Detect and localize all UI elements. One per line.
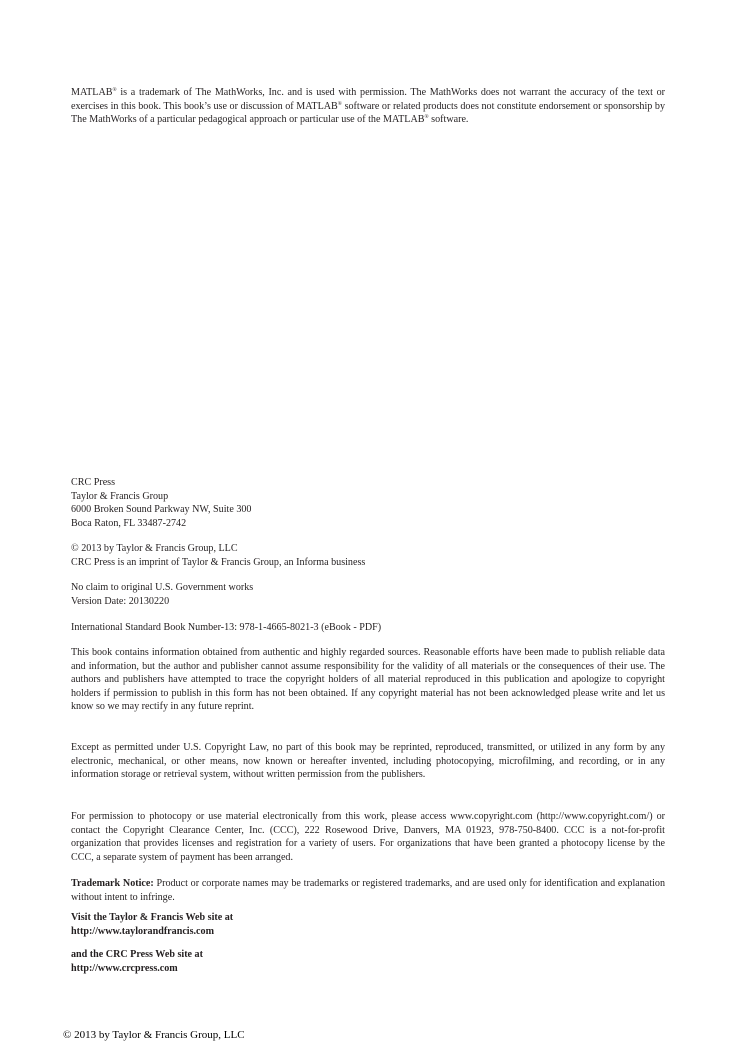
matlab-text-1: MATLAB [71, 87, 113, 98]
crc-website-link[interactable]: http://www.crcpress.com [71, 962, 178, 974]
publisher-line: CRC Press [71, 477, 116, 488]
trademark-label: Trademark Notice: [71, 878, 154, 889]
page-footer: © 2013 by Taylor & Francis Group, LLC [63, 1029, 245, 1041]
registered-mark: ® [112, 87, 117, 93]
matlab-trademark-notice [71, 86, 665, 127]
tf-website-label: Visit the Taylor & Francis Web site at [71, 912, 234, 923]
publisher-line: 6000 Broken Sound Parkway NW, Suite 300 [71, 504, 252, 516]
registered-mark: ® [337, 100, 342, 107]
crc-website-label: and the CRC Press Web site at [71, 949, 203, 960]
copyright-statement [71, 542, 665, 569]
matlab-text-3: software or related products does not constitute endorsement or sponsorship by The MathWorks of a particular pedagogical approach or particular use of the MATLAB [71, 100, 665, 126]
matlab-text-2: is a trademark of The MathWorks, Inc. and is used with permission. The MathWorks does not warrant the accuracy of the text or exercises in this book. This book’s use or discussion of MATLAB [71, 87, 665, 112]
copyright-line: © 2013 by Taylor & Francis Group, LLC [71, 543, 238, 554]
government-works [71, 581, 665, 608]
isbn: International Standard Book Number-13: 978-1-4665-8021-3 (eBook - PDF) [71, 622, 382, 633]
government-line: No claim to original U.S. Government works [71, 582, 254, 593]
publisher-line: Boca Raton, FL 33487-2742 [71, 517, 187, 529]
registered-mark: ® [424, 114, 429, 121]
publisher-line: Taylor & Francis Group [71, 490, 169, 502]
copyright-line: CRC Press is an imprint of Taylor & Francis Group, an Informa business [71, 556, 366, 568]
copyright-law-paragraph: Except as permitted under U.S. Copyright Law, no part of this book may be reprinted, reproduced, transmitted, or utilized in any form by any electronic, mechanical, or other means, now known or hereafter invented, including photocopying, microfilming, and recording, or in any information storage or retrieval system, without written permission from the publishers. [71, 742, 665, 781]
crc-website [71, 948, 665, 975]
permission-paragraph: For permission to photocopy or use material electronically from this work, please access www.copyright.com (http://www.copyright.com/) or contact the Copyright Clearance Center, Inc. (CCC), 222 Rosewood Drive, Danvers, MA 01923, 978-750-8400. CCC is a not-for-profit organization that provides licenses and registration for a variety of users. For organizations that have been granted a photocopy license by the CCC, a separate system of payment has been arranged. [71, 811, 665, 863]
disclaimer-paragraph: This book contains information obtained from authentic and highly regarded sources. Reasonable efforts have been made to publish reliable data and information, but the author and publisher cannot assume responsibility for the validity of all materials or the consequences of their use. The authors and publishers have attempted to trace the copyright holders of all material reproduced in this publication and apologize to copyright holders if permission to publish in this form has not been obtained. If any copyright material has not been acknowledged please write and let us know so we may rectify in any future reprint. [71, 647, 665, 713]
trademark-notice [71, 877, 665, 904]
tf-website [71, 911, 665, 938]
matlab-text-4: software. [428, 114, 469, 126]
version-date: Version Date: 20130220 [71, 595, 170, 607]
trademark-text: Product or corporate names may be trademarks or registered trademarks, and are used only for identification and explanation without intent to infringe. [71, 878, 665, 903]
tf-website-link[interactable]: http://www.taylorandfrancis.com [71, 925, 214, 937]
publisher-address [71, 476, 665, 530]
